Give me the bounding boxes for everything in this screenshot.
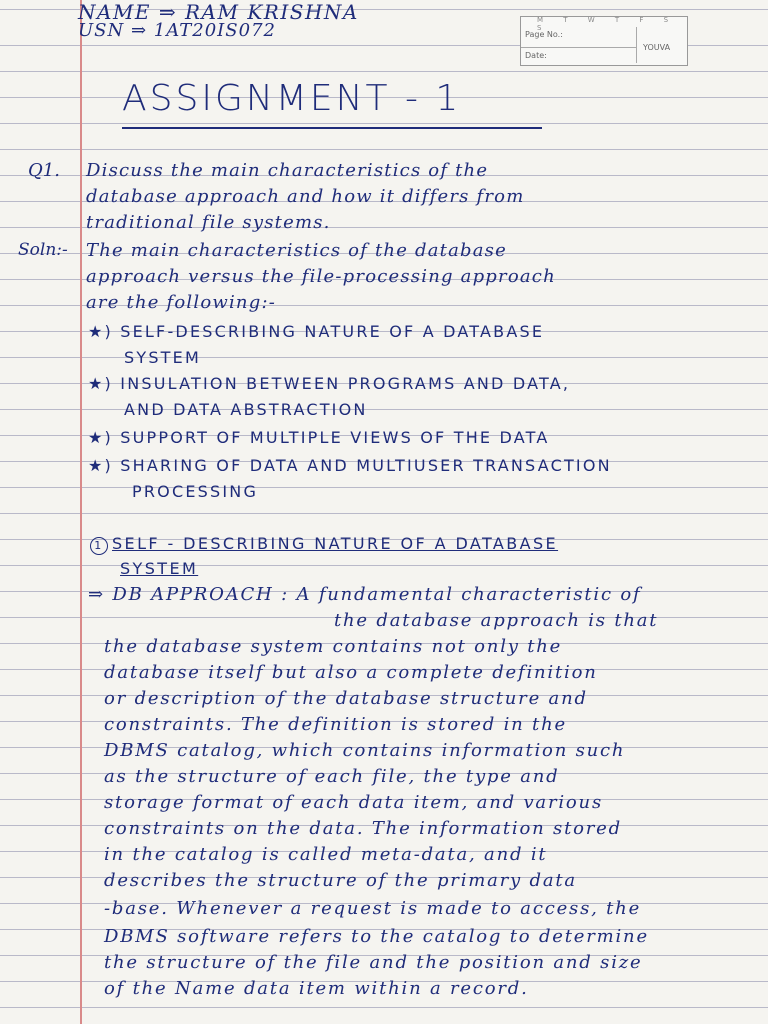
body-line: -base. Whenever a request is made to access, the bbox=[104, 898, 642, 919]
body-line: DBMS software refers to the catalog to determine bbox=[104, 926, 649, 947]
body-line: constraints. The definition is stored in the bbox=[104, 714, 567, 735]
body-line: the database system contains not only the bbox=[104, 636, 563, 657]
characteristic-item-cont: AND DATA ABSTRACTION bbox=[124, 400, 368, 419]
page-info-box bbox=[520, 16, 688, 66]
question-line: traditional file systems. bbox=[86, 212, 331, 233]
weekdays-row: M T W T F S S bbox=[537, 16, 678, 32]
usn-value: 1AT20IS072 bbox=[153, 20, 276, 41]
body-line: DBMS catalog, which contains information such bbox=[104, 740, 626, 761]
title-underline bbox=[122, 127, 542, 129]
body-line: database itself but also a complete definition bbox=[104, 662, 598, 683]
body-line: storage format of each data item, and various bbox=[104, 792, 603, 813]
body-line: or description of the database structure and bbox=[104, 688, 588, 709]
characteristic-item-cont: SYSTEM bbox=[124, 348, 201, 367]
body-line: describes the structure of the primary data bbox=[104, 870, 577, 891]
body-line: as the structure of each file, the type and bbox=[104, 766, 560, 787]
section-heading-text: SELF - DESCRIBING NATURE OF A DATABASE bbox=[112, 534, 559, 553]
body-line: in the catalog is called meta-data, and it bbox=[104, 844, 548, 865]
usn-label: USN ⇒ bbox=[78, 20, 148, 41]
assignment-title: ASSIGNMENT - 1 bbox=[122, 78, 462, 119]
solution-label: Soln:- bbox=[18, 240, 68, 260]
characteristic-item-cont: PROCESSING bbox=[132, 482, 259, 501]
characteristic-item: ★) SUPPORT OF MULTIPLE VIEWS OF THE DATA bbox=[88, 428, 550, 447]
body-line: constraints on the data. The information stored bbox=[104, 818, 622, 839]
characteristic-item: ★) INSULATION BETWEEN PROGRAMS AND DATA, bbox=[88, 374, 571, 393]
question-number: Q1. bbox=[28, 160, 60, 181]
body-line: ⇒ DB APPROACH : A fundamental characteristic of bbox=[88, 584, 642, 605]
name-value: RAM KRISHNA bbox=[185, 0, 359, 24]
characteristic-item: ★) SELF-DESCRIBING NATURE OF A DATABASE bbox=[88, 322, 545, 341]
usn-line bbox=[78, 20, 276, 41]
answer-intro-line: The main characteristics of the database bbox=[86, 240, 507, 261]
body-line: of the Name data item within a record. bbox=[104, 978, 529, 999]
body-line: the database approach is that bbox=[334, 610, 659, 631]
answer-intro-line: are the following:- bbox=[86, 292, 276, 313]
body-line: the structure of the file and the position and size bbox=[104, 952, 643, 973]
answer-intro-line: approach versus the file-processing approach bbox=[86, 266, 556, 287]
name-label: NAME ⇒ bbox=[78, 0, 178, 24]
section-heading bbox=[90, 534, 558, 555]
question-line: database approach and how it differs from bbox=[86, 186, 525, 207]
page-box-divider-v bbox=[636, 27, 637, 63]
characteristic-item: ★) SHARING OF DATA AND MULTIUSER TRANSACTION bbox=[88, 456, 612, 475]
date-label: Date: bbox=[525, 51, 547, 60]
section-number: 1 bbox=[90, 537, 108, 555]
page-no-label: Page No.: bbox=[525, 30, 563, 39]
page-box-divider-h bbox=[521, 47, 636, 48]
margin-line bbox=[80, 0, 82, 1024]
brand-logo: YOUVA bbox=[643, 43, 671, 52]
section-heading-cont: SYSTEM bbox=[120, 559, 199, 578]
question-line: Discuss the main characteristics of the bbox=[86, 160, 489, 181]
